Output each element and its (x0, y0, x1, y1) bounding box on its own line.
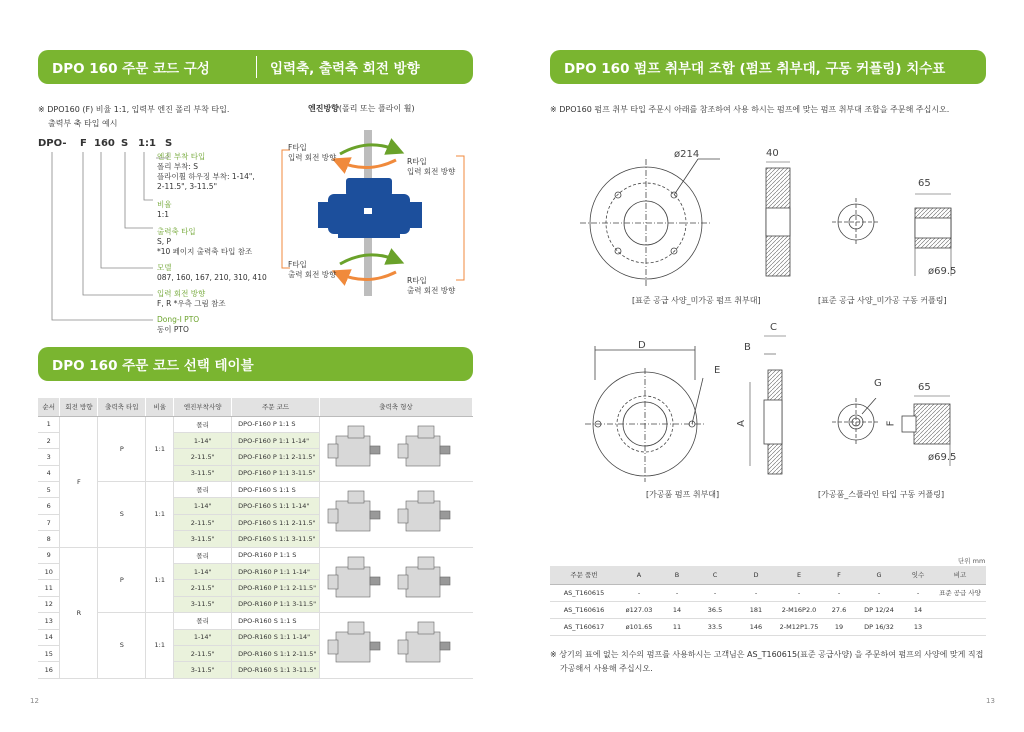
label-g: G (874, 378, 882, 389)
cell-order-code: DPO-R160 P 1:1 S (232, 547, 320, 563)
footnote-line-1: ※ 상기의 표에 없는 치수의 펌프를 사용하시는 고객님은 AS_T160615(표준 공급사양) 을 주문하여 펌프의 사양에 맞게 직접 (550, 650, 984, 659)
table-row (550, 618, 986, 635)
dim-table-cell: 181 (736, 601, 776, 618)
th-direction: 회전 방향 (60, 398, 98, 416)
cell-engine: 2-11.5" (174, 514, 232, 530)
cell-engine: 1-14" (174, 432, 232, 448)
dim-table-header-cell: 잇수 (902, 566, 934, 584)
cell-output-type: S (98, 482, 146, 548)
label-c: C (770, 322, 777, 333)
legend-brand-title: Dong-I PTO (157, 315, 200, 324)
cell-engine: 2-11.5" (174, 645, 232, 661)
dim-table-header-cell: F (822, 566, 856, 584)
dim-695-a: ø69.5 (928, 266, 957, 277)
cell-order: 9 (38, 547, 60, 563)
dim-table-cell (934, 618, 986, 635)
dim-table-cell: 27.6 (822, 601, 856, 618)
rot-r-bot (407, 276, 455, 296)
cell-engine: 2-11.5" (174, 449, 232, 465)
cell-engine: 1-14" (174, 629, 232, 645)
cell-engine: 1-14" (174, 498, 232, 514)
legend-engine-title: 엔진 부착 타입 (157, 152, 206, 161)
dim-table-header-cell: E (776, 566, 822, 584)
dim-table-cell: 146 (736, 618, 776, 635)
flange-drawing-standard (580, 145, 720, 295)
dimension-footnote (550, 648, 983, 676)
label-a: A (735, 420, 747, 427)
flange-drawing-machined (585, 340, 705, 485)
dim-table-cell: - (660, 584, 694, 601)
cell-ratio: 1:1 (146, 416, 174, 482)
dim-table-cell: AS_T160615 (550, 584, 618, 601)
legend-brand-val: 동이 PTO (157, 325, 189, 334)
rot-f-top-l2: 입력 회전 방향 (288, 153, 337, 162)
shaft-shape-image (319, 547, 472, 613)
dimension-title: DPO 160 펌프 취부대 조합 (펌프 취부대, 구동 커플링) 치수표 (564, 61, 946, 77)
dim-table-cell: DP 12/24 (856, 601, 902, 618)
cell-order-code: DPO-R160 S 1:1 1-14" (232, 629, 320, 645)
cell-order: 3 (38, 449, 60, 465)
rot-r-top-l1: R타입 (407, 157, 427, 166)
dim-table-cell: AS_T160617 (550, 618, 618, 635)
cell-order: 5 (38, 482, 60, 498)
legend-output-l2: *10 페이지 출력축 타입 참조 (157, 247, 253, 256)
dim-65-a: 65 (918, 178, 931, 189)
cell-order-code: DPO-F160 P 1:1 2-11.5" (232, 449, 320, 465)
cell-order: 16 (38, 662, 60, 678)
order-code-table (38, 398, 473, 679)
table-row (550, 584, 986, 601)
pto-unit-icon (326, 418, 466, 478)
dim-table-cell: 33.5 (694, 618, 736, 635)
code-ratio: 1:1 (138, 138, 156, 149)
table-row (550, 601, 986, 618)
footnote-line-2: 가공해서 사용해 주십시오. (560, 664, 653, 673)
cell-engine: 1-14" (174, 564, 232, 580)
dim-table-cell: - (902, 584, 934, 601)
th-output-type: 출력축 타입 (98, 398, 146, 416)
th-code: 주문 코드 (232, 398, 320, 416)
dim-table-header-cell: D (736, 566, 776, 584)
cell-order-code: DPO-F160 P 1:1 1-14" (232, 432, 320, 448)
rot-f-bot-l1: F타입 (288, 260, 307, 269)
dim-table-header-cell: C (694, 566, 736, 584)
table-header (38, 398, 473, 416)
dim-table-header-cell: G (856, 566, 902, 584)
cell-order-code: DPO-R160 P 1:1 3-11.5" (232, 596, 320, 612)
dim-table-cell: ø127.03 (618, 601, 660, 618)
page-number-left: 12 (30, 697, 39, 705)
code-model: 160 (94, 138, 115, 149)
cell-order-code: DPO-R160 P 1:1 2-11.5" (232, 580, 320, 596)
caption-machined-coupling: [가공품_스플라인 타입 구동 커플링] (818, 490, 945, 499)
dim-table-cell: 13 (902, 618, 934, 635)
order-code-title: DPO 160 주문 코드 구성 (52, 61, 210, 77)
th-order: 순서 (38, 398, 60, 416)
rot-r-top (407, 157, 455, 177)
dim-table-cell: 14 (902, 601, 934, 618)
cell-order-code: DPO-F160 P 1:1 3-11.5" (232, 465, 320, 481)
legend-engine-l3: 2-11.5", 3-11.5" (157, 182, 218, 191)
dim-65-b: 65 (918, 382, 931, 393)
legend-output-l1: S, P (157, 237, 172, 246)
dimension-note: ※ DPO160 펌프 취부 타입 주문시 아래를 참조하여 사용 하시는 펌프에 맞는 펌프 취부대 조합을 주문해 주십시오. (550, 105, 950, 114)
shaft-shape-image (319, 613, 472, 679)
th-shape: 출력축 형상 (319, 398, 472, 416)
cell-order-code: DPO-R160 S 1:1 3-11.5" (232, 662, 320, 678)
unit-label: 단위 mm (958, 557, 986, 565)
legend-model-title: 모델 (157, 263, 172, 272)
order-table-title: DPO 160 주문 코드 선택 테이블 (52, 358, 254, 374)
cell-output-type: S (98, 613, 146, 679)
code-engine: S (165, 138, 173, 149)
cell-engine: 폴리 (174, 613, 232, 629)
dim-table-cell (934, 601, 986, 618)
pto-unit-icon (326, 549, 466, 609)
shaft-shape-image (319, 482, 472, 548)
cell-engine: 2-11.5" (174, 580, 232, 596)
cell-order: 13 (38, 613, 60, 629)
cell-engine: 3-11.5" (174, 465, 232, 481)
section-bar-dimension (550, 50, 986, 84)
th-engine: 엔진부착사양 (174, 398, 232, 416)
flange-side-standard (760, 160, 800, 280)
cell-order: 12 (38, 596, 60, 612)
cell-ratio: 1:1 (146, 482, 174, 548)
dim-table-header-cell: 비고 (934, 566, 986, 584)
page-number-right: 13 (986, 697, 995, 705)
dim-table-header-cell: B (660, 566, 694, 584)
cell-engine: 폴리 (174, 547, 232, 563)
cell-order: 2 (38, 432, 60, 448)
cell-order: 4 (38, 465, 60, 481)
dim-table-cell: 2-M16P2.0 (776, 601, 822, 618)
legend-ratio-title: 비율 (157, 200, 172, 209)
table-row (38, 547, 473, 563)
bar-separator (256, 56, 257, 78)
cell-output-type: P (98, 416, 146, 482)
dim-table-cell: 36.5 (694, 601, 736, 618)
cell-order-code: DPO-R160 S 1:1 S (232, 613, 320, 629)
label-d: D (638, 340, 646, 351)
legend-direction-val: F, R *우측 그림 참조 (157, 299, 226, 308)
cell-order: 14 (38, 629, 60, 645)
pto-unit-icon (326, 614, 466, 674)
caption-machined-flange: [가공품 펌프 취부대] (646, 490, 720, 499)
code-prefix: DPO- (38, 138, 67, 149)
rot-f-top (288, 143, 336, 163)
order-code-note (38, 103, 229, 131)
cell-order-code: DPO-F160 S 1:1 2-11.5" (232, 514, 320, 530)
rotation-heading (308, 103, 415, 114)
cell-engine: 폴리 (174, 416, 232, 432)
cell-engine: 3-11.5" (174, 596, 232, 612)
caption-standard-flange: [표준 공급 사양_미가공 펌프 취부대] (632, 296, 761, 305)
legend-engine-l1: 폴리 부착: S (157, 162, 199, 171)
cell-direction: F (60, 416, 98, 547)
note-line-1: ※ DPO160 (F) 비율 1:1, 입력부 엔진 폴리 부착 타입. (38, 105, 230, 114)
cell-order-code: DPO-F160 S 1:1 1-14" (232, 498, 320, 514)
dim-table-cell: - (776, 584, 822, 601)
dimension-table (550, 566, 986, 636)
cell-order: 1 (38, 416, 60, 432)
rot-f-bot-l2: 출력 회전 방향 (288, 270, 337, 279)
dim-table-cell: - (618, 584, 660, 601)
table-row (38, 613, 473, 629)
table-header (550, 566, 986, 584)
cell-order: 8 (38, 531, 60, 547)
legend-direction-title: 입력 회전 방향 (157, 289, 206, 298)
caption-standard-coupling: [표준 공급 사양_미가공 구동 커플링] (818, 296, 947, 305)
cell-engine: 폴리 (174, 482, 232, 498)
coupling-side-standard (905, 180, 965, 280)
section-bar-order-code (38, 50, 473, 84)
cell-order: 6 (38, 498, 60, 514)
rot-r-bot-l2: 출력 회전 방향 (407, 286, 456, 295)
cell-ratio: 1:1 (146, 547, 174, 613)
legend-ratio-val: 1:1 (157, 210, 170, 219)
label-f: F (885, 420, 897, 427)
note-line-2: 출력부 축 타입 예시 (48, 119, 118, 128)
cell-order-code: DPO-F160 P 1:1 S (232, 416, 320, 432)
dim-table-cell: - (856, 584, 902, 601)
legend-model-val: 087, 160, 167, 210, 310, 410 (157, 273, 267, 282)
cell-engine: 3-11.5" (174, 531, 232, 547)
rot-f-top-l1: F타입 (288, 143, 307, 152)
dim-table-header-cell: A (618, 566, 660, 584)
coupling-front-machined (832, 398, 882, 448)
cell-order: 15 (38, 645, 60, 661)
table-row (38, 416, 473, 432)
legend-engine-l2: 플라이휠 하우징 부착: 1-14", (157, 172, 255, 181)
pto-unit-icon (326, 483, 466, 543)
dim-table-cell: - (694, 584, 736, 601)
dim-table-cell: DP 16/32 (856, 618, 902, 635)
th-ratio: 비율 (146, 398, 174, 416)
cell-order-code: DPO-R160 P 1:1 1-14" (232, 564, 320, 580)
label-e: E (714, 365, 721, 376)
cell-order-code: DPO-F160 S 1:1 3-11.5" (232, 531, 320, 547)
cell-order: 11 (38, 580, 60, 596)
dim-table-cell: - (736, 584, 776, 601)
dim-table-cell: 14 (660, 601, 694, 618)
coupling-front-standard (832, 198, 882, 248)
dim-table-cell: AS_T160616 (550, 601, 618, 618)
rotation-heading-bold: 엔진방향 (308, 104, 339, 113)
dim-table-cell: ø101.65 (618, 618, 660, 635)
rotation-title: 입력축, 출력축 회전 방향 (270, 61, 420, 77)
dim-table-cell: 2-M12P1.75 (776, 618, 822, 635)
code-output: S (121, 138, 129, 149)
dim-40: 40 (766, 148, 779, 159)
cell-order-code: DPO-F160 S 1:1 S (232, 482, 320, 498)
cell-direction: R (60, 547, 98, 678)
cell-ratio: 1:1 (146, 613, 174, 679)
rot-f-bot (288, 260, 336, 280)
dim-695-b: ø69.5 (928, 452, 957, 463)
dim-table-cell: - (822, 584, 856, 601)
section-bar-order-table (38, 347, 473, 381)
code-direction: F (80, 138, 87, 149)
code-legend (157, 152, 267, 335)
dim-table-header-cell: 주문 품번 (550, 566, 618, 584)
dim-table-cell: 19 (822, 618, 856, 635)
table-row (38, 482, 473, 498)
label-b: B (744, 342, 751, 353)
cell-engine: 3-11.5" (174, 662, 232, 678)
cell-order-code: DPO-R160 S 1:1 2-11.5" (232, 645, 320, 661)
cell-output-type: P (98, 547, 146, 613)
rotation-heading-sub: (폴리 또는 플라이 휠) (338, 104, 415, 113)
rot-r-bot-l1: R타입 (407, 276, 427, 285)
dim-214: ø214 (674, 149, 700, 160)
shaft-shape-image (319, 416, 472, 482)
cell-order: 10 (38, 564, 60, 580)
legend-output-title: 출력축 타입 (157, 227, 196, 236)
dim-table-cell: 11 (660, 618, 694, 635)
cell-order: 7 (38, 514, 60, 530)
dim-table-cell: 표준 공급 사양 (934, 584, 986, 601)
rot-r-top-l2: 입력 회전 방향 (407, 167, 456, 176)
